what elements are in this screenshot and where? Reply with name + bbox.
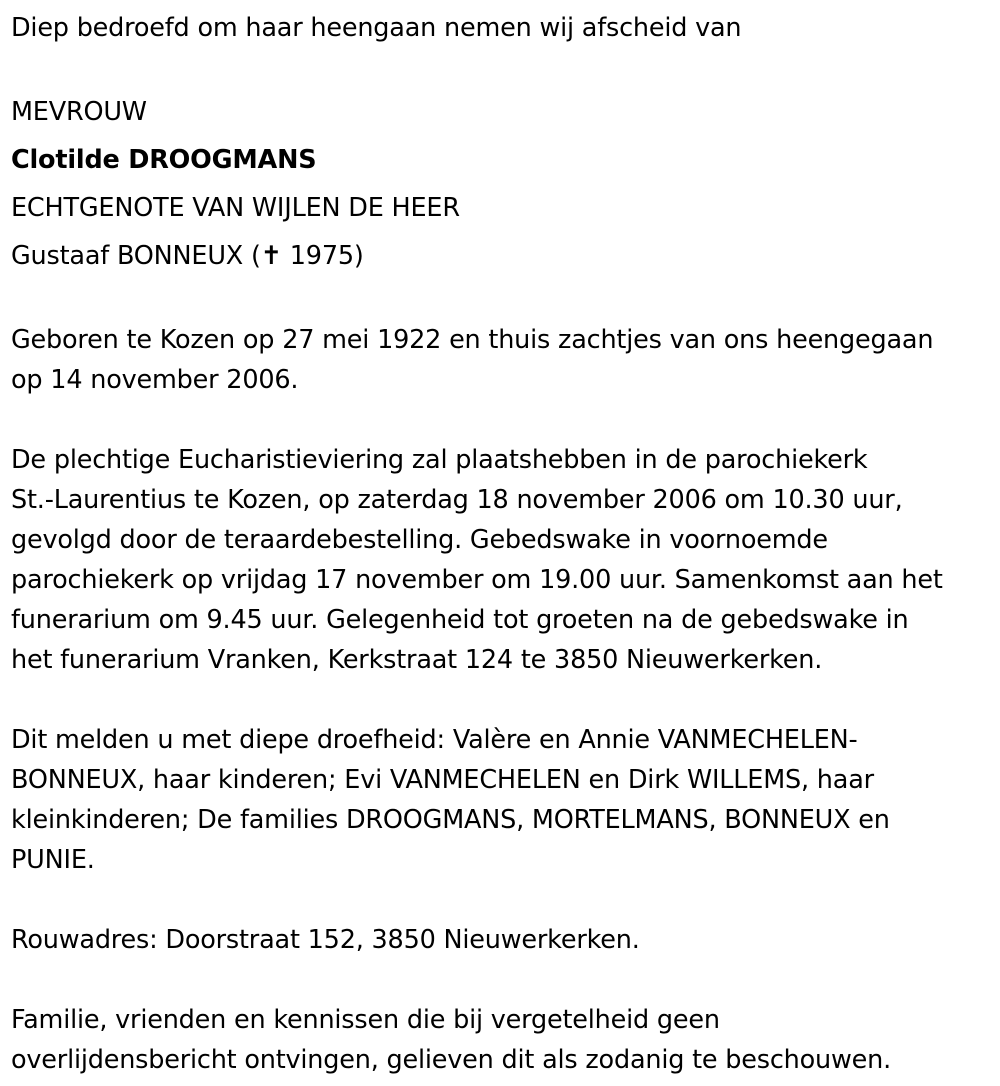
spacer [11, 48, 990, 88]
deceased-name: Clotilde DROOGMANS [11, 145, 317, 175]
family-paragraph [11, 720, 990, 880]
intro-text: Diep bedroefd om haar heengaan nemen wij afscheid van [11, 13, 742, 43]
ceremony-line: parochiekerk op vrijdag 17 november om 19.00 uur. Samenkomst aan het [11, 565, 943, 595]
spacer [11, 400, 990, 440]
ceremony-line: funerarium om 9.45 uur. Gelegenheid tot groeten na de gebedswake in [11, 605, 909, 635]
spacer [11, 280, 990, 320]
family-line: Dit melden u met diepe droefheid: Valère en Annie VANMECHELEN- [11, 725, 858, 755]
spacer [11, 960, 990, 1000]
title-text: MEVROUW [11, 97, 147, 127]
ceremony-line: gevolgd door de teraardebestelling. Gebedswake in voornoemde [11, 525, 828, 555]
spouse-text: Gustaaf BONNEUX (✝ 1975) [11, 241, 364, 271]
relation-text: ECHTGENOTE VAN WIJLEN DE HEER [11, 193, 460, 223]
ceremony-line: De plechtige Eucharistieviering zal plaatshebben in de parochiekerk [11, 445, 868, 475]
address-text: Rouwadres: Doorstraat 152, 3850 Nieuwerkerken. [11, 925, 640, 955]
closing-paragraph [11, 1000, 990, 1080]
family-line: PUNIE. [11, 845, 95, 875]
closing-line: Familie, vrienden en kennissen die bij vergetelheid geen [11, 1005, 720, 1035]
ceremony-line: het funerarium Vranken, Kerkstraat 124 te 3850 Nieuwerkerken. [11, 645, 823, 675]
birth-death-line: Geboren te Kozen op 27 mei 1922 en thuis zachtjes van ons heengegaan [11, 325, 934, 355]
ceremony-paragraph [11, 440, 990, 680]
closing-line: overlijdensbericht ontvingen, gelieven dit als zodanig te beschouwen. [11, 1045, 892, 1075]
family-line: BONNEUX, haar kinderen; Evi VANMECHELEN en Dirk WILLEMS, haar [11, 765, 874, 795]
spacer [11, 680, 990, 720]
ceremony-line: St.-Laurentius te Kozen, op zaterdag 18 november 2006 om 10.30 uur, [11, 485, 903, 515]
birth-death-paragraph [11, 320, 990, 400]
birth-death-line: op 14 november 2006. [11, 365, 299, 395]
family-line: kleinkinderen; De families DROOGMANS, MORTELMANS, BONNEUX en [11, 805, 890, 835]
spacer [11, 880, 990, 920]
